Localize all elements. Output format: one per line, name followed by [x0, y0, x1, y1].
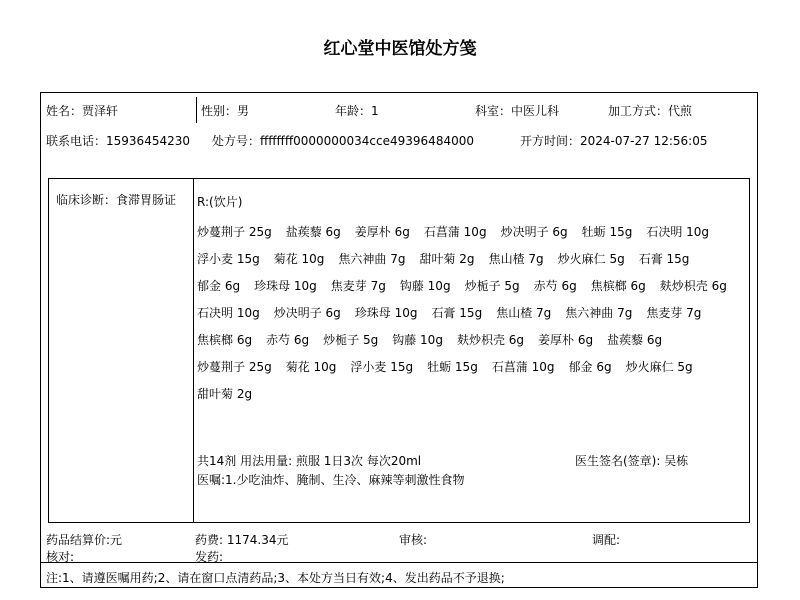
herb-line — [197, 327, 741, 354]
herb-item: 郁金 6g — [568, 360, 612, 374]
rx-label: R:(饮片) — [197, 195, 243, 209]
notes-text: 注:1、请遵医嘱用药;2、请在窗口点清药品;3、本处方当日有效;4、发出药品不予退换; — [46, 571, 505, 585]
prescription-number-label: 处方号： — [212, 134, 261, 148]
medical-advice-text: 医嘱:1.少吃油炸、腌制、生冷、麻辣等刺激性食物 — [197, 473, 465, 487]
clinical-diagnosis-value: 食滞胃肠证 — [116, 193, 177, 207]
phone-value: 15936454230 — [106, 134, 190, 148]
herb-item: 珍珠母 10g — [254, 279, 317, 293]
herb-item: 焦槟榔 6g — [197, 333, 253, 347]
herb-item: 焦麦芽 7g — [330, 279, 386, 293]
check-field: 核对: — [46, 550, 75, 564]
phone-field — [46, 132, 190, 149]
issue-field: 发药: — [195, 550, 224, 564]
herb-item: 牡蛎 15g — [427, 360, 478, 374]
patient-name-field — [46, 102, 118, 119]
department-label: 科室： — [475, 104, 512, 118]
herb-item: 炒决明子 6g — [273, 306, 341, 320]
herb-item: 焦山楂 7g — [488, 252, 544, 266]
processing-method-label: 加工方式： — [608, 104, 669, 118]
processing-method-value: 代煎 — [668, 104, 693, 118]
herb-item: 赤芍 6g — [533, 279, 577, 293]
phone-label: 联系电话： — [46, 134, 107, 148]
herb-item: 郁金 6g — [197, 279, 241, 293]
issue-time-label: 开方时间： — [520, 134, 581, 148]
patient-sex-label: 性别： — [201, 104, 238, 118]
herb-item: 麸炒枳壳 6g — [659, 279, 727, 293]
herb-item: 珍珠母 10g — [354, 306, 418, 320]
prescription-number-field — [212, 132, 474, 149]
herb-item: 石决明 10g — [197, 306, 260, 320]
rx-divider — [193, 179, 194, 522]
medicine-fee-value: 1174.34元 — [226, 533, 289, 547]
herb-line — [197, 381, 741, 408]
dispense-field: 调配: — [592, 533, 621, 547]
herb-item: 钩藤 10g — [399, 279, 451, 293]
herb-item: 浮小麦 15g — [197, 252, 260, 266]
herb-item: 石决明 10g — [646, 225, 710, 239]
herb-item: 炒栀子 5g — [464, 279, 520, 293]
page-title: 红心堂中医馆处方笺 — [323, 39, 477, 59]
herb-line — [197, 354, 741, 381]
herb-item: 牡蛎 15g — [581, 225, 633, 239]
herb-lines — [197, 219, 741, 408]
doctor-signature-value: 吴栋 — [664, 454, 689, 468]
herb-item: 焦山楂 7g — [496, 306, 552, 320]
settle-price-field — [46, 531, 122, 548]
herb-item: 炒栀子 5g — [323, 333, 379, 347]
herb-item: 焦六神曲 7g — [338, 252, 406, 266]
herb-item: 浮小麦 15g — [350, 360, 414, 374]
prescription-number-value: ffffffff0000000034cce49396484000 — [260, 134, 474, 148]
herb-line — [197, 273, 741, 300]
herb-item: 菊花 10g — [285, 360, 337, 374]
patient-sex-value: 男 — [237, 104, 250, 118]
herb-item: 炒火麻仁 5g — [625, 360, 693, 374]
herb-item: 石菖蒲 10g — [491, 360, 555, 374]
rx-box — [48, 178, 750, 523]
herb-item: 甜叶菊 2g — [197, 387, 253, 401]
review-field: 审核: — [399, 533, 428, 547]
herb-line — [197, 219, 741, 246]
patient-sex-field — [201, 102, 249, 119]
processing-method-field — [608, 102, 692, 119]
department-value: 中医儿科 — [511, 104, 560, 118]
issue-time-field — [520, 132, 707, 149]
herb-item: 炒蔓荆子 25g — [197, 360, 272, 374]
herb-item: 姜厚朴 6g — [354, 225, 410, 239]
herb-item: 菊花 10g — [273, 252, 325, 266]
herb-line — [197, 246, 741, 273]
clinical-diagnosis-label: 临床诊断： — [56, 193, 117, 207]
herb-item: 炒火麻仁 5g — [557, 252, 625, 266]
medicine-fee-field — [195, 531, 288, 548]
medicine-fee-label: 药费: — [195, 533, 227, 547]
settle-price-value: 元 — [110, 533, 123, 547]
usage-text: 共14剂 用法用量: 煎服 1日3次 每次20ml — [197, 454, 422, 468]
department-field — [475, 102, 559, 119]
herb-item: 麸炒枳壳 6g — [456, 333, 525, 347]
patient-age-label: 年龄： — [335, 104, 372, 118]
herb-item: 姜厚朴 6g — [538, 333, 594, 347]
herb-item: 焦槟榔 6g — [590, 279, 646, 293]
patient-name-value: 贾泽轩 — [82, 104, 119, 118]
herb-item: 石膏 15g — [638, 252, 690, 266]
herb-item: 石膏 15g — [431, 306, 483, 320]
patient-age-field — [335, 102, 379, 119]
herb-item: 盐蒺藜 6g — [607, 333, 663, 347]
patient-age-value: 1 — [371, 104, 379, 118]
prescription-form-border — [40, 92, 758, 588]
herb-item: 甜叶菊 2g — [419, 252, 475, 266]
herb-item: 炒蔓荆子 25g — [197, 225, 272, 239]
herb-item: 钩藤 10g — [392, 333, 443, 347]
herb-item: 石菖蒲 10g — [423, 225, 487, 239]
doctor-signature-field — [575, 452, 688, 469]
herb-item: 焦麦芽 7g — [646, 306, 702, 320]
footer-divider-line — [41, 562, 757, 563]
clinical-diagnosis-field — [56, 191, 176, 208]
herb-item: 赤芍 6g — [266, 333, 310, 347]
field-divider — [196, 97, 197, 123]
herb-item: 盐蒺藜 6g — [285, 225, 341, 239]
issue-time-value: 2024-07-27 12:56:05 — [580, 134, 708, 148]
herb-line — [197, 300, 741, 327]
doctor-signature-label: 医生签名(签章): — [575, 454, 665, 468]
settle-price-label: 药品结算价: — [46, 533, 111, 547]
patient-name-label: 姓名： — [46, 104, 83, 118]
herb-item: 焦六神曲 7g — [565, 306, 633, 320]
herb-item: 炒决明子 6g — [500, 225, 568, 239]
